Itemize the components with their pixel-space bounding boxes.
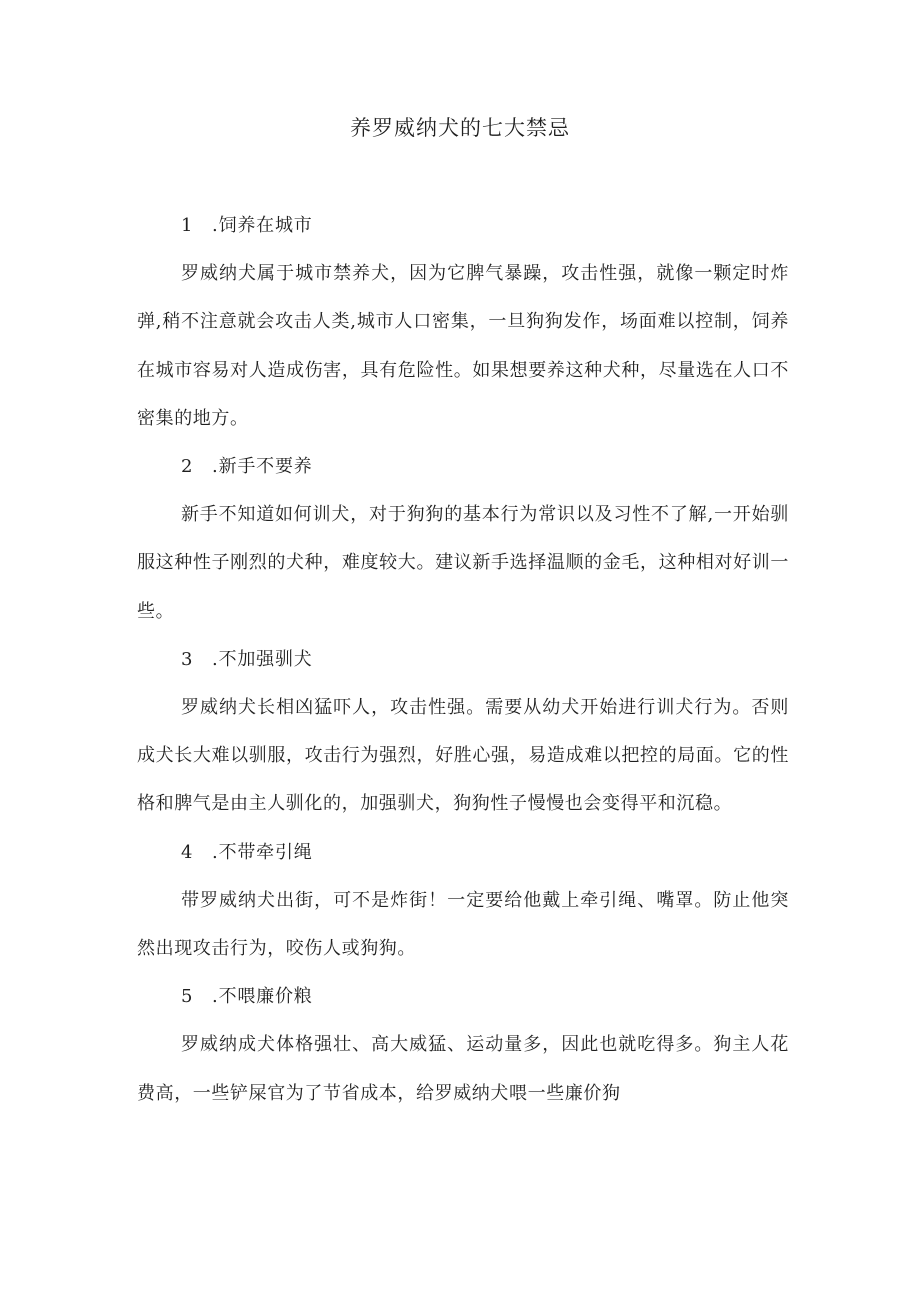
section-heading-1: 1 .饲养在城市: [181, 215, 313, 236]
section-paragraph-5: 罗威纳成犬体格强壮、高大威猛、运动量多，因此也就吃得多。狗主人花费高，一些铲屎官为了节省成本，给罗威纳犬喂一些廉价狗: [137, 1034, 789, 1104]
section-paragraph-2: 新手不知道如何训犬，对于狗狗的基本行为常识以及习性不了解,一开始驯服这种性子刚烈的犬种，难度较大。建议新手选择温顺的金毛，这种相对好训一些。: [137, 504, 789, 622]
section-heading-5: 5 .不喂廉价粮: [181, 986, 313, 1008]
section-paragraph-1: 罗威纳犬属于城市禁养犬，因为它脾气暴躁，攻击性强，就像一颗定时炸弹,稍不注意就会攻击人类,城市人口密集，一旦狗狗发作，场面难以控制，饲养在城市容易对人造成伤害，具有危险性。如果想要养这种犬种，尽量选在人口不密集的地方。: [137, 263, 789, 429]
section-heading-4: 4 .不带牵引绳: [181, 841, 313, 863]
section-paragraph-3: 罗威纳犬长相凶猛吓人，攻击性强。需要从幼犬开始进行训犬行为。否则成犬长大难以驯服，攻击行为强烈，好胜心强，易造成难以把控的局面。它的性格和脾气是由主人驯化的，加强驯犬，狗狗性子慢慢也会变得平和沉稳。: [137, 697, 789, 815]
section-paragraph-4: 带罗威纳犬出街，可不是炸街！一定要给他戴上牵引绳、嘴罩。防止他突然出现攻击行为，咬伤人或狗狗。: [137, 889, 789, 960]
section-heading-3: 3 .不加强驯犬: [181, 648, 313, 670]
section-heading-2: 2 .新手不要养: [181, 456, 313, 478]
document-title: 养罗威纳犬的七大禁忌: [350, 116, 570, 140]
document-body: [137, 202, 789, 1118]
